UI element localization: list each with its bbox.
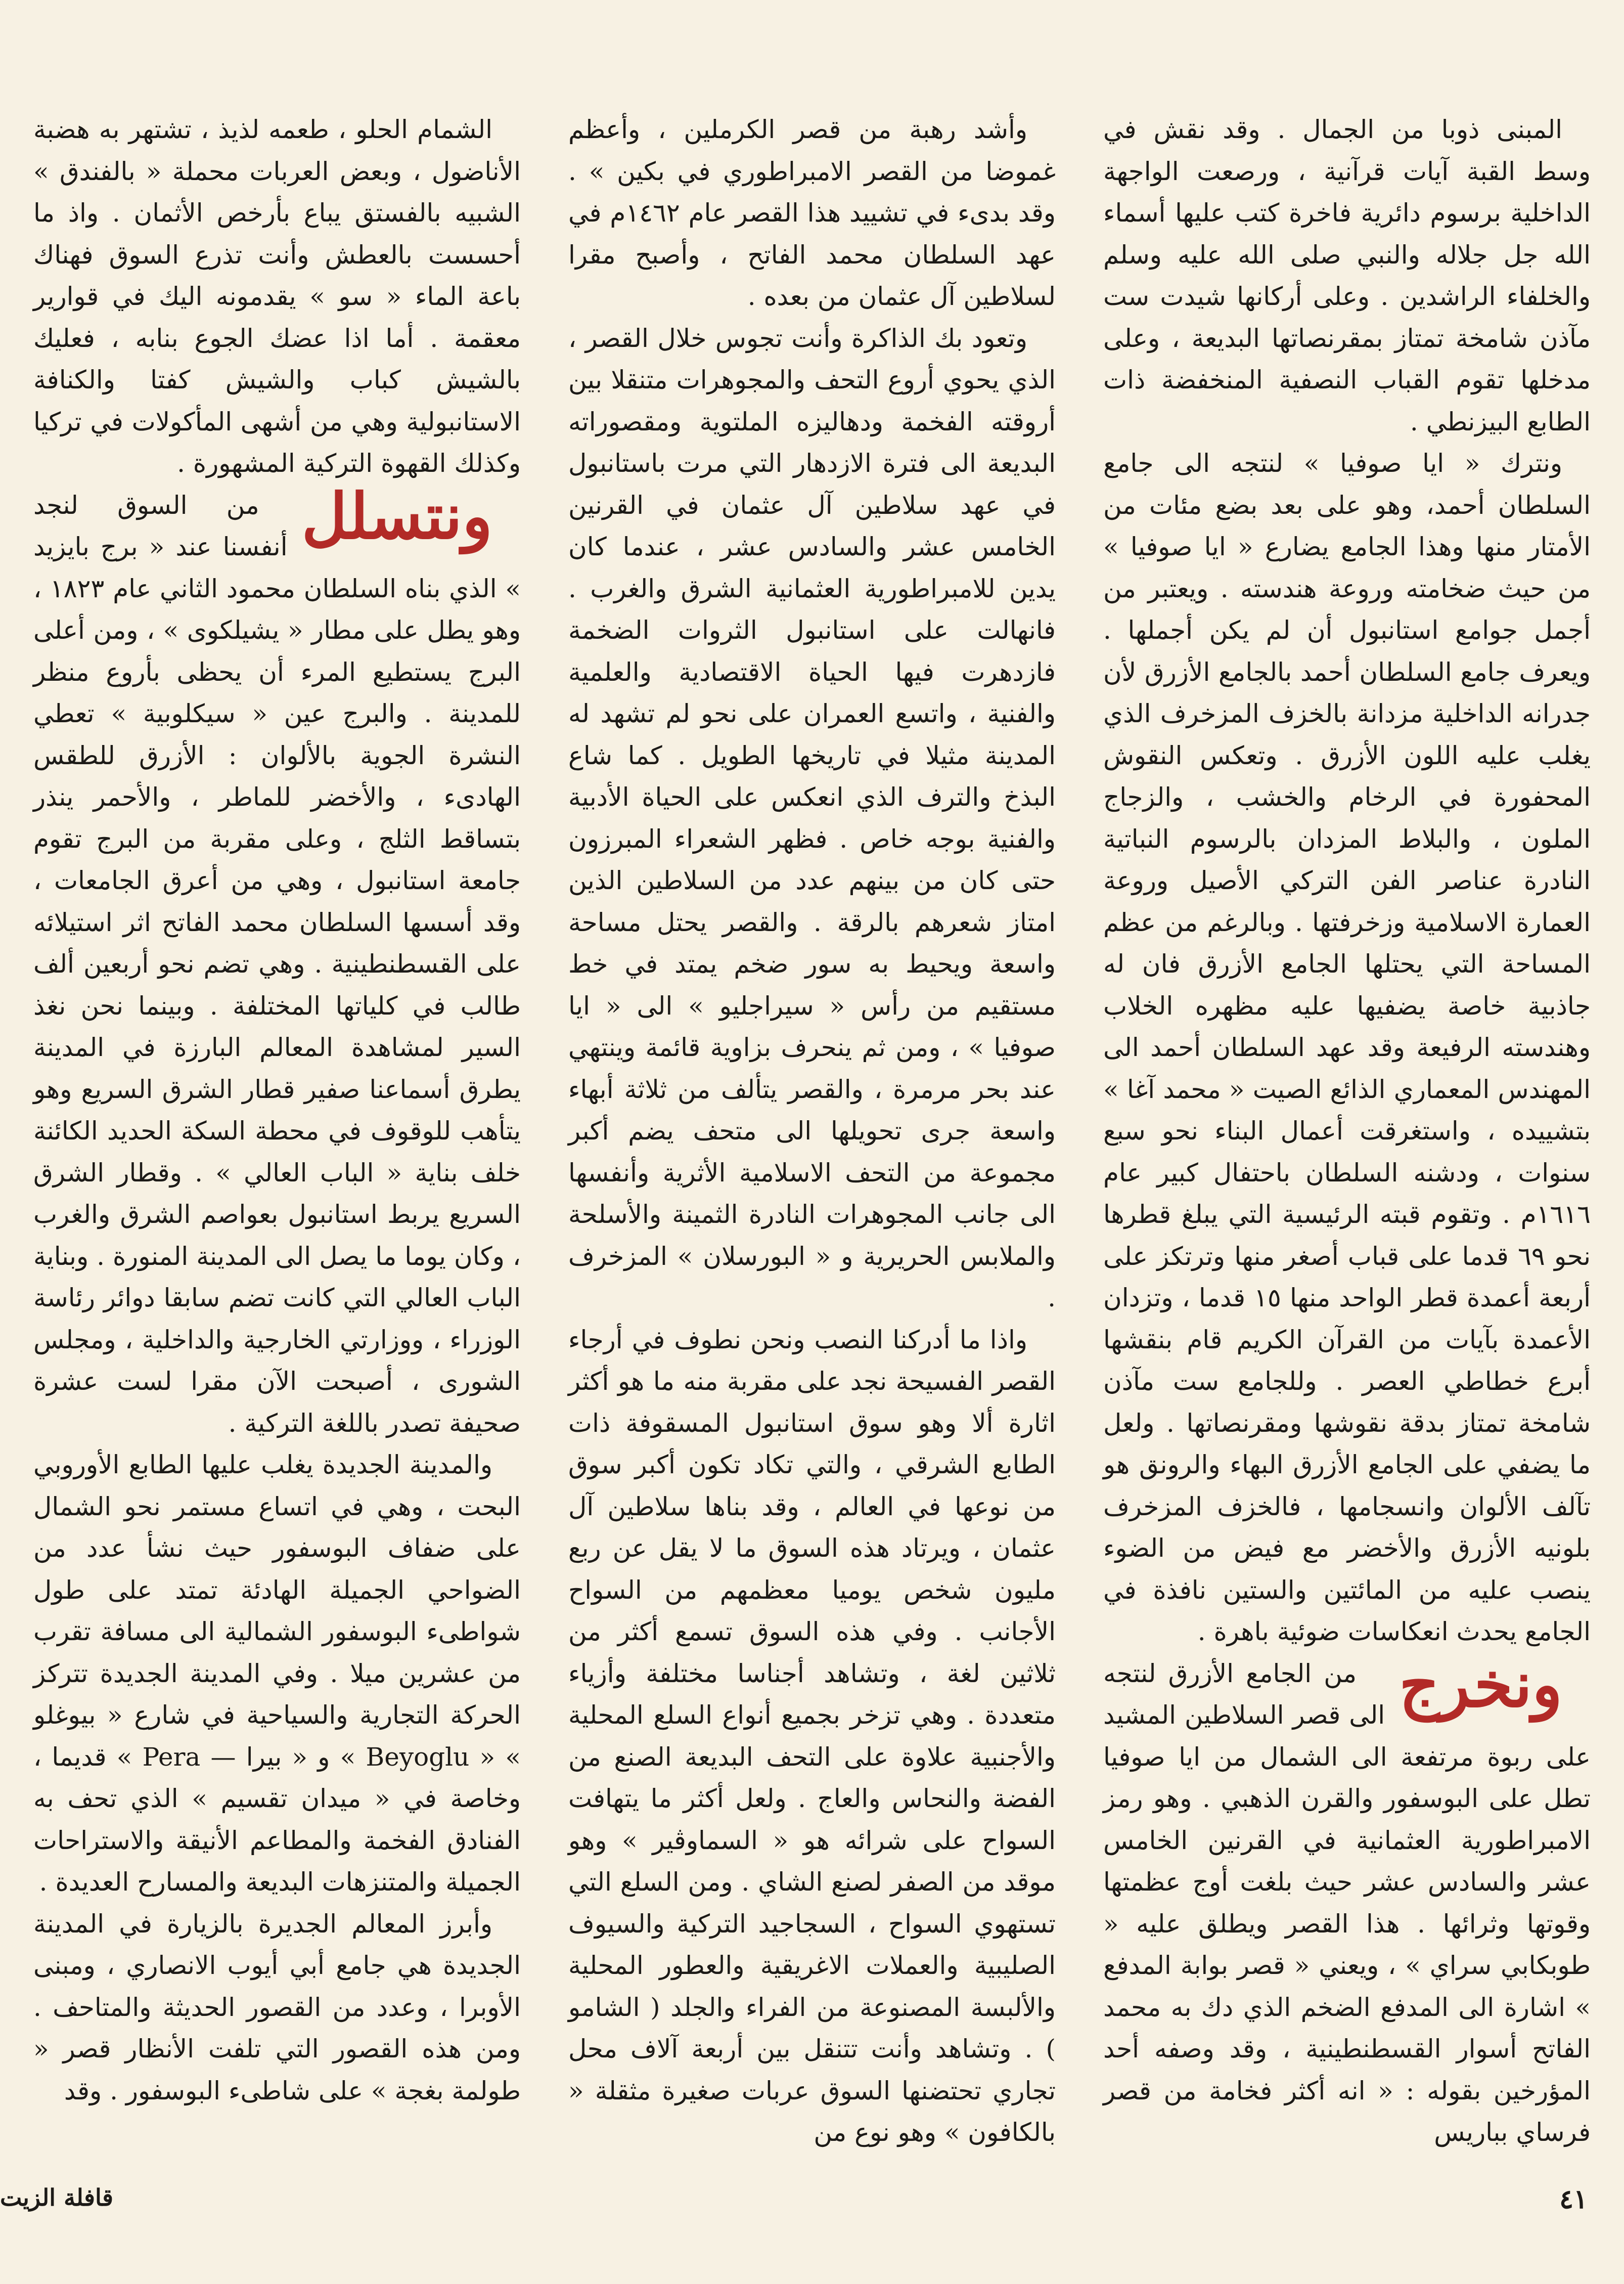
column-middle (568, 109, 1056, 2147)
magazine-name: قافلة الزيت (0, 2184, 113, 2211)
paragraph: وأشد رهبة من قصر الكرملين ، وأعظم غموضا من القصر الامبراطوري في بكين » . وقد بدىء في تشييد هذا القصر عام ١٤٦٢م في عهد السلطان محمد الفاتح ، وأصبح مقرا لسلاطين آل عثمان من بعده . (568, 115, 1056, 311)
dropcap-word: ونتسلل (301, 479, 492, 553)
paragraph (33, 479, 521, 1444)
paragraph: والمدينة الجديدة يغلب عليها الطابع الأوروبي البحت ، وهي في اتساع مستمر نحو الشمال على ضفاف البوسفور حيث نشأ عدد من الضواحي الجميلة الهادئة تمتد على طول شواطىء البوسفور الشمالية الى مسافة تقرب من عشرين ميلا . وفي المدينة الجديدة تتركز الحركة التجارية والسياحية في شارع « بيوغلو » « Beyoglu » و « بيرا — Pera » قديما ، وخاصة في « ميدان تقسيم » الذي تحف به الفنادق الفخمة والمطاعم الأنيقة والاستراحات الجميلة والمتنزهات البديعة والمسارح العديدة . (33, 1450, 521, 1897)
column-left (33, 109, 521, 2147)
column-right (1103, 109, 1591, 2147)
text-columns (33, 109, 1591, 2147)
paragraph: المبنى ذوبا من الجمال . وقد نقش في وسط القبة آيات قرآنية ، ورصعت الواجهة الداخلية برسوم دائرية فاخرة كتب عليها أسماء الله جل جلاله والنبي صلى الله عليه وسلم والخلفاء الراشدين . وعلى أركانها شيدت ست مآذن شامخة تمتاز بمقرنصاتها البديعة ، وعلى مدخلها تقوم القباب النصفية المنخفضة ذات الطابع البيزنطي . (1103, 115, 1591, 436)
paragraph: وأبرز المعالم الجديرة بالزيارة في المدينة الجديدة هي جامع أبي أيوب الانصاري ، ومبنى الأوبرا ، وعدد من القصور الحديثة والمتاحف . ومن هذه القصور التي تلفت الأنظار قصر « طولمة بغجة » على شاطىء البوسفور . وقد (33, 1909, 521, 2105)
dropcap-word: ونخرج (1399, 1648, 1562, 1722)
paragraph: وتعود بك الذاكرة وأنت تجوس خلال القصر ، الذي يحوي أروع التحف والمجوهرات متنقلا بين أروقته الفخمة ودهاليزه الملتوية ومقصوراته البديعة الى فترة الازدهار التي مرت باستانبول في عهد سلاطين آل عثمان في القرنين الخامس عشر والسادس عشر ، عندما كان يدين للامبراطورية العثمانية الشرق والغرب . فانهالت على استانبول الثروات الضخمة فازدهرت فيها الحياة الاقتصادية والعلمية والفنية ، واتسع العمران على نحو لم تشهد له المدينة مثيلا في تاريخها الطويل . كما شاع البذخ والترف الذي انعكس على الحياة الأدبية والفنية بوجه خاص . فظهر الشعراء المبرزون حتى كان من بينهم عدد من السلاطين الذين امتاز شعرهم بالرقة . والقصر يحتل مساحة واسعة ويحيط به سور ضخم يمتد في خط مستقيم من رأس « سيراجليو » الى « ايا صوفيا » ، ومن ثم ينحرف بزاوية قائمة وينتهي عند بحر مرمرة ، والقصر يتألف من ثلاثة أبهاء واسعة جرى تحويلها الى متحف يضم أكبر مجموعة من التحف الاسلامية الأثرية وأنفسها الى جانب المجوهرات النادرة الثمينة والأسلحة والملابس الحريرية و « البورسلان » المزخرف . (568, 323, 1056, 1312)
page-number: ٤١ (1559, 2184, 1588, 2215)
paragraph-text: من السوق لنجد أنفسنا عند « برج بايزيد » الذي بناه السلطان محمود الثاني عام ١٨٢٣ ، وهو يطل على مطار « يشيلكوى » ، ومن أعلى البرج يستطيع المرء أن يحظى بأروع منظر للمدينة . والبرج عين « سيكلوبية » تعطي النشرة الجوية بالألوان : الأزرق للطقس الهادىء ، والأخضر للماطر ، والأحمر ينذر بتساقط الثلج ، وعلى مقربة من البرج تقوم جامعة استانبول ، وهي من أعرق الجامعات ، وقد أسسها السلطان محمد الفاتح اثر استيلائه على القسطنطينية . وهي تضم نحو أربعين ألف طالب في كلياتها المختلفة . وبينما نحن نغذ السير لمشاهدة المعالم البارزة في المدينة يطرق أسماعنا صفير قطار الشرق السريع وهو يتأهب للوقوف في محطة السكة الحديد الكائنة خلف بناية « الباب العالي » . وقطار الشرق السريع يربط استانبول بعواصم الشرق والغرب ، وكان يوما ما يصل الى المدينة المنورة . وبناية الباب العالي التي كانت تضم سابقا دوائر رئاسة الوزراء ، ووزارتي الخارجية والداخلية ، ومجلس الشورى ، أصبحت الآن مقرا لست عشرة صحيفة تصدر باللغة التركية . (33, 490, 521, 1438)
paragraph (1103, 1648, 1591, 2154)
paragraph: واذا ما أدركنا النصب ونحن نطوف في أرجاء القصر الفسيحة نجد على مقربة منه ما هو أكثر اثارة ألا وهو سوق استانبول المسقوفة ذات الطابع الشرقي ، والتي تكاد تكون أكبر سوق من نوعها في العالم ، وقد بناها سلاطين آل عثمان ، ويرتاد هذه السوق ما لا يقل عن ربع مليون شخص يوميا معظمهم من السواح الأجانب . وفي هذه السوق تسمع أكثر من ثلاثين لغة ، وتشاهد أجناسا مختلفة وأزياء متعددة . وهي تزخر بجميع أنواع السلع المحلية والأجنبية علاوة على التحف البديعة الصنع من الفضة والنحاس والعاج . ولعل أكثر ما يتهافت السواح على شرائه هو « السماوڤير » وهو موقد من الصفر لصنع الشاي . ومن السلع التي تستهوي السواح ، السجاجيد التركية والسيوف الصليبية والعملات الاغريقية والعطور المحلية والألبسة المصنوعة من الفراء والجلد ( الشامو ) . وتشاهد وأنت تتنقل بين أربعة آلاف محل تجاري تحتضنها السوق عربات صغيرة مثقلة « بالكافون » وهو نوع من (568, 1325, 1056, 2147)
paragraph: ونترك « ايا صوفيا » لنتجه الى جامع السلطان أحمد، وهو على بعد بضع مئات من الأمتار منها وهذا الجامع يضارع « ايا صوفيا » من حيث ضخامته وروعة هندسته . ويعتبر من أجمل جوامع استانبول أن لم يكن أجملها . ويعرف جامع السلطان أحمد بالجامع الأزرق لأن جدرانه الداخلية مزدانة بالخزف المزخرف الذي يغلب عليه اللون الأزرق . وتعكس النقوش المحفورة في الرخام والخشب ، والزجاج الملون ، والبلاط المزدان بالرسوم النباتية النادرة عناصر الفن التركي الأصيل وروعة العمارة الاسلامية وزخرفتها . وبالرغم من عظم المساحة التي يحتلها الجامع الأزرق فان له جاذبية خاصة يضفيها عليه مظهره الخلاب وهندسته الرفيعة وقد عهد السلطان أحمد الى المهندس المعماري الذائع الصيت « محمد آغا » بتشييده ، واستغرقت أعمال البناء نحو سبع سنوات ، ودشنه السلطان باحتفال كبير عام ١٦١٦م . وتقوم قبته الرئيسية التي يبلغ قطرها نحو ٦٩ قدما على قباب أصغر منها وترتكز على أربعة أعمدة قطر الواحد منها ١٥ قدما ، وتزدان الأعمدة بآيات من القرآن الكريم قام بنقشها أبرع خطاطي العصر . وللجامع ست مآذن شامخة تمتاز بدقة نقوشها ومقرنصاتها . ولعل ما يضفي على الجامع الأزرق البهاء والرونق هو تآلف الألوان وانسجامها ، فالخزف المزخرف بلونيه الأزرق والأخضر مع فيض من الضوء ينصب عليه من المائتين والستين نافذة في الجامع يحدث انعكاسات ضوئية باهرة . (1103, 449, 1591, 1646)
paragraph-text: من الجامع الأزرق لنتجه الى قصر السلاطين المشيد على ربوة مرتفعة الى الشمال من ايا صوفيا تطل على البوسفور والقرن الذهبي . وهو رمز الامبراطورية العثمانية في القرنين الخامس عشر والسادس عشر حيث بلغت أوج عظمتها وقوتها وثرائها . هذا القصر ويطلق عليه « طوبكابي سراي » ، ويعني « قصر بوابة المدفع » اشارة الى المدفع الضخم الذي دك به محمد الفاتح أسوار القسطنطينية ، وقد وصفه أحد المؤرخين بقوله : « انه أكثر فخامة من قصر فرساي بباريس (1103, 1658, 1591, 2147)
paragraph: الشمام الحلو ، طعمه لذيذ ، تشتهر به هضبة الأناضول ، وبعض العربات محملة « بالفندق » الشبيه بالفستق يباع بأرخص الأثمان . واذ ما أحسست بالعطش وأنت تذرع السوق فهناك باعة الماء « سو » يقدمونه اليك في قوارير معقمة . أما اذا عضك الجوع بنابه ، فعليك بالشيش كباب والشيش كفتا والكنافة الاستانبولية وهي من أشهى المأكولات في تركيا وكذلك القهوة التركية المشهورة . (33, 115, 521, 478)
